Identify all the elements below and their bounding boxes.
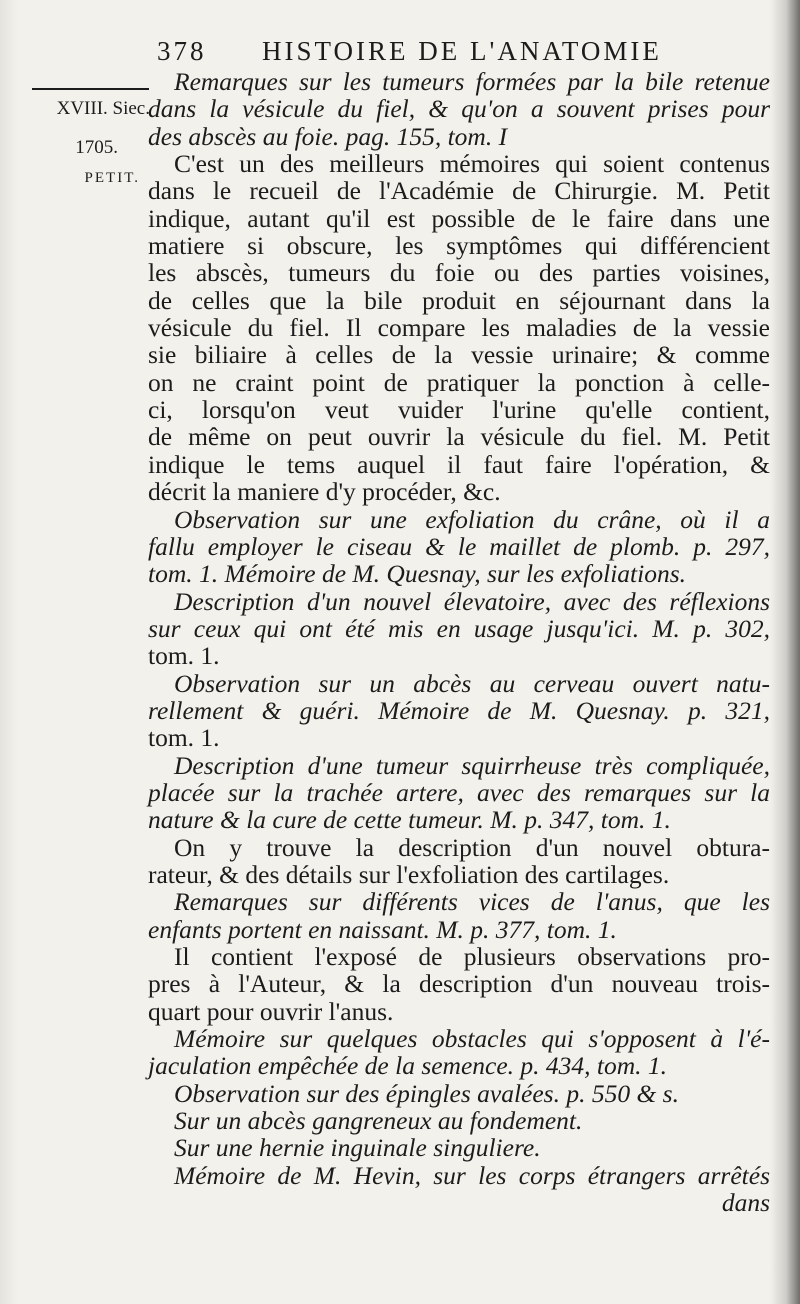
text-line: de celles que la bile produit en séjournant dans la [148,285,770,315]
text-line: Remarques sur différents vices de l'anus, que les [174,887,770,917]
text-line: enfants portent en naissant. M. p. 377, tom. 1. [148,914,617,944]
text-line: dans la vésicule du fiel, & qu'on a souvent prises pour [148,94,770,124]
text-line: sie biliaire à celles de la vessie urinaire; & comme [148,340,770,370]
text-line: Sur une hernie inguinale singuliere. [174,1133,541,1163]
page-number: 378 [157,36,207,66]
text-line: jaculation empêchée de la semence. p. 434, tom. 1. [148,1051,668,1081]
text-line: de même on peut ouvrir la vésicule du fiel. M. Petit [148,422,770,452]
text-line: on ne craint point de pratiquer la ponction à celle- [148,367,770,397]
text-line: pres à l'Auteur, & la description d'un nouveau trois- [148,969,770,999]
margin-rule [32,88,149,90]
text-line: Il contient l'exposé de plusieurs observations pro- [174,942,770,971]
text-line: Remarques sur les tumeurs formées par la bile retenue [174,67,770,96]
text-line: Description d'un nouvel élevatoire, avec des réflexions [174,586,770,616]
text-line: tom. 1. [148,641,220,671]
text-line: Sur un abcès gangreneux au fondement. [174,1106,583,1136]
body-text [148,68,770,1216]
text-line: sur ceux qui ont été mis en usage jusqu'ici. M. p. 302, [148,613,770,643]
text-line: Observation sur une exfoliation du crâne, où il a [174,504,770,534]
text-line: C'est un des meilleurs mémoires qui soient contenus [174,149,770,179]
running-title: HISTOIRE DE L'ANATOMIE [262,36,662,66]
text-line: vésicule du fiel. Il compare les maladies de la vessie [148,313,770,343]
text-line: décrit la maniere d'y procéder, &c. [148,477,501,507]
page-header [157,36,757,70]
text-line: dans le recueil de l'Académie de Chirurgie. M. Petit [148,176,770,206]
margin-author: PETIT. [84,170,140,186]
text-line: des abscès au foie. pag. 155, tom. I [148,121,508,151]
text-line: Observation sur des épingles avalées. p. 550 & s. [174,1078,679,1108]
text-line: placée sur la trachée artere, avec des remarques sur la [148,777,770,807]
text-line: rateur, & des détails sur l'exfoliation des cartilages. [148,859,670,889]
text-line: ci, lorsqu'on veut vuider l'urine qu'elle contient, [148,395,770,425]
text-line: indique le tems auquel il faut faire l'opération, & [148,449,770,479]
text-line: Description d'une tumeur squirrheuse très compliquée, [174,750,770,780]
text-line: tom. 1. Mémoire de M. Quesnay, sur les exfoliations. [148,559,687,589]
text-line: Mémoire sur quelques obstacles qui s'opposent à l'é- [174,1024,770,1054]
text-line: On y trouve la description d'un nouvel obtura- [174,832,770,862]
text-line: rellement & guéri. Mémoire de M. Quesnay. p. 321, [148,695,770,725]
text-line: dans [721,1188,770,1218]
text-line: Observation sur un abcès au cerveau ouvert natu- [174,668,770,698]
margin-century: XVIII. Siec. [56,98,150,119]
margin-year: 1705. [75,137,118,158]
text-line: quart pour ouvrir l'anus. [148,996,394,1026]
text-line: fallu employer le ciseau & le maillet de plomb. p. 297, [148,531,770,561]
text-line: matiere si obscure, les symptômes qui différencient [148,231,770,261]
text-line: Mémoire de M. Hevin, sur les corps étrangers arrêtés [174,1160,770,1190]
text-line: nature & la cure de cette tumeur. M. p. 347, tom. 1. [148,805,671,835]
text-line: les abscès, tumeurs du foie ou des parties voisines, [148,258,770,288]
text-line: indique, autant qu'il est possible de le faire dans une [148,203,770,233]
text-line: tom. 1. [148,723,220,753]
